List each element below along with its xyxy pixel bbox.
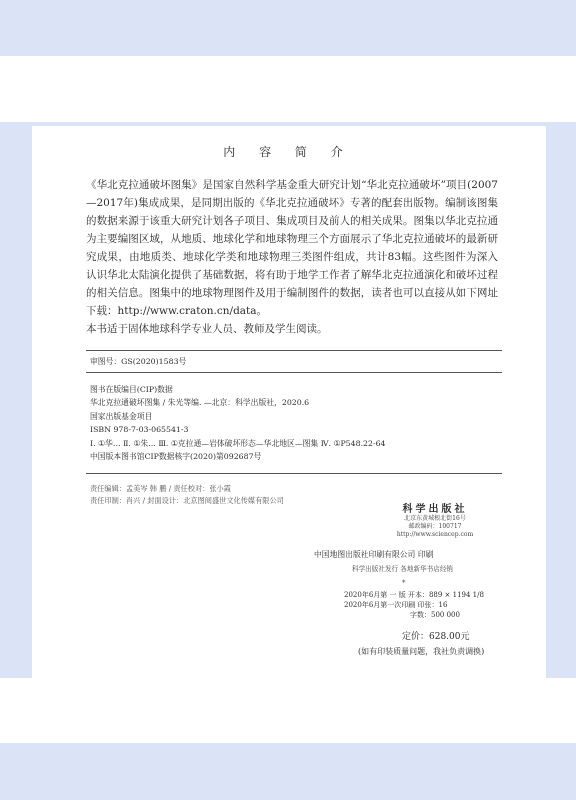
frame-left	[0, 122, 32, 678]
editor-line: 责任编辑：孟美岑 韩 鹏 / 责任校对：张小霞	[90, 484, 231, 493]
publisher-address: 北京东黄城根北街16号	[404, 515, 466, 522]
cip-class-line: Ⅰ. ①华… Ⅱ. ①朱… Ⅲ. ①克拉通—岩体破坏形态—华北地区—图集 Ⅳ. ①P548.22-64	[90, 438, 386, 448]
quality-notice: (如有印装质量问题，我社负责调换)	[358, 647, 485, 656]
separator-star: *	[402, 579, 406, 587]
audience-paragraph: 本书适于固体地球科学专业人员、教师及学生阅读。	[86, 323, 328, 335]
editor-credits	[90, 483, 284, 507]
printing-line: 2020年6月第一次印刷 印张：16	[344, 601, 448, 609]
intro-paragraph: 《华北克拉通破坏图集》是国家自然科学基金重大研究计划“华北克拉通破坏”项目(2007—2017年)集成成果，是同期出版的《华北克拉通破坏》专著的配套出版物。编制该图集的数据来源于该重大研究计划各子项目、集成项目及前人的相关成果。图集以华北克拉通为主要编图区域，从地质、地球化学和地球物理三个方面展示了华北克拉通破坏的最新研究成果，由地质类、地球化学类和地球物理三类图件组成，共计83幅。这些图件为深入认识华北太陆演化提供了基础数据，将有助于地学工作者了解华北克拉通演化和破坏过程的相关信息。图集中的地球物理图件及用于编制图件的数据，读者也可以直接从如下网址下载：http://www.craton.cn/data。	[86, 179, 498, 317]
distributor-line: 科学出版社发行 各地新华书店经销	[352, 565, 454, 573]
top-band	[0, 0, 576, 56]
review-number: 审图号：GS(2020)1583号	[90, 357, 187, 366]
publisher-postcode: 邮政编码：100717	[408, 523, 462, 530]
production-line: 责任印制：肖兴 / 封面设计：北京图阅盛世文化传媒有限公司	[90, 496, 284, 505]
publisher-website: http://www.sciencep.com	[396, 531, 474, 538]
cip-block	[90, 383, 386, 463]
bottom-band	[0, 743, 576, 800]
price: 定价：628.00元	[402, 632, 470, 642]
divider-cip	[86, 473, 502, 474]
frame-top	[0, 122, 576, 126]
word-count-line: 字数：500 000	[410, 611, 460, 619]
cip-fund-line: 国家出版基金项目	[90, 411, 153, 421]
frame-right	[546, 122, 576, 678]
cip-heading: 图书在版编目(CIP)数据	[90, 385, 173, 394]
divider-top	[86, 350, 502, 351]
edition-block	[344, 590, 484, 620]
publisher-name: 科学出版社	[402, 504, 468, 515]
divider-review	[86, 372, 502, 373]
cip-record-line: 中国版本图书馆CIP数据核字(2020)第092687号	[90, 452, 262, 462]
printer-line: 中国地图出版社印刷有限公司 印刷	[314, 550, 434, 559]
publisher-block	[360, 500, 510, 539]
cip-title-line: 华北克拉通破坏图集 / 朱光等编. —北京：科学出版社，2020.6	[90, 398, 310, 408]
cip-isbn-line: ISBN 978-7-03-065541-3	[90, 425, 189, 435]
section-title: 内 容 简 介	[223, 145, 353, 159]
edition-line: 2020年6月第 一 版 开本：889 × 1194 1/8	[344, 591, 484, 599]
